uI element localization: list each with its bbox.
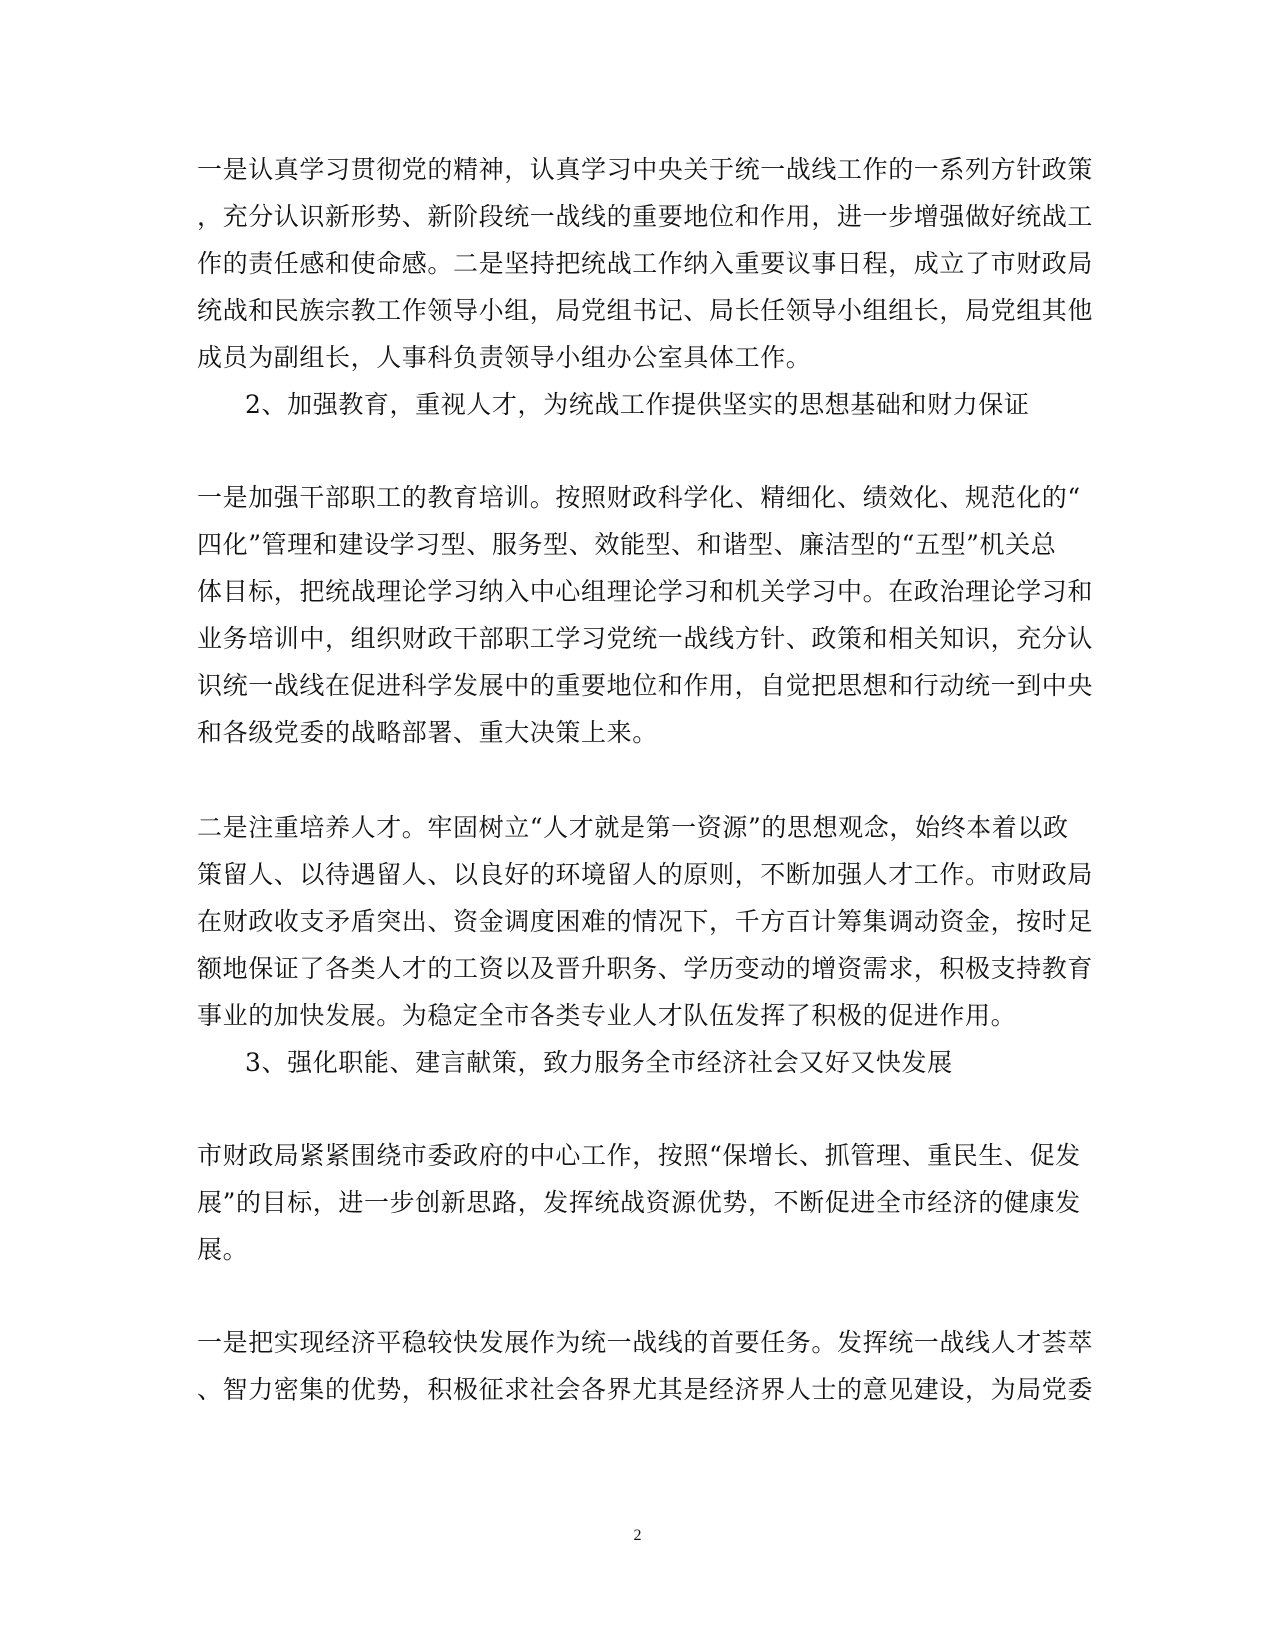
body-text-line: 事业的加快发展。为稳定全市各类专业人才队伍发挥了积极的促进作用。 bbox=[197, 1001, 1017, 1030]
body-text-line: 和各级党委的战略部署、重大决策上来。 bbox=[197, 718, 658, 747]
body-text-line: 四化”管理和建设学习型、服务型、效能型、和谐型、廉洁型的“五型”机关总 bbox=[197, 530, 1057, 559]
section-heading-2: 2、加强教育，重视人才，为统战工作提供坚实的思想基础和财力保证 bbox=[245, 390, 1030, 419]
body-text-line: 一是加强干部职工的教育培训。按照财政科学化、精细化、绩效化、规范化的“ bbox=[197, 483, 1081, 512]
body-text-line: 市财政局紧紧围绕市委政府的中心工作，按照“保增长、抓管理、重民生、促发 bbox=[197, 1141, 1081, 1170]
body-text-line: 一是认真学习贯彻党的精神，认真学习中央关于统一战线工作的一系列方针政策 bbox=[197, 155, 1094, 184]
body-text-line: 一是把实现经济平稳较快发展作为统一战线的首要任务。发挥统一战线人才荟萃 bbox=[197, 1328, 1094, 1357]
body-text-line: 作的责任感和使命感。二是坚持把统战工作纳入重要议事日程，成立了市财政局 bbox=[197, 249, 1094, 278]
body-text-line: 成员为副组长，人事科负责领导小组办公室具体工作。 bbox=[197, 343, 812, 372]
body-text-line: 二是注重培养人才。牢固树立“人才就是第一资源”的思想观念，始终本着以政 bbox=[197, 813, 1069, 842]
body-text-line: ，充分认识新形势、新阶段统一战线的重要地位和作用，进一步增强做好统战工 bbox=[197, 202, 1094, 231]
page-number: 2 bbox=[633, 1527, 642, 1544]
body-text-line: 业务培训中，组织财政干部职工学习党统一战线方针、政策和相关知识，充分认 bbox=[197, 624, 1094, 653]
body-text-line: 统战和民族宗教工作领导小组，局党组书记、局长任领导小组组长，局党组其他 bbox=[197, 296, 1094, 325]
body-text-line: 展。 bbox=[197, 1235, 249, 1264]
section-heading-3: 3、强化职能、建言献策，致力服务全市经济社会又好又快发展 bbox=[245, 1048, 953, 1077]
body-text-line: 识统一战线在促进科学发展中的重要地位和作用，自觉把思想和行动统一到中央 bbox=[197, 671, 1094, 700]
body-text-line: 额地保证了各类人才的工资以及晋升职务、学历变动的增资需求，积极支持教育 bbox=[197, 954, 1094, 983]
body-text-line: 展”的目标，进一步创新思路，发挥统战资源优势，不断促进全市经济的健康发 bbox=[197, 1188, 1081, 1217]
body-text-line: 在财政收支矛盾突出、资金调度困难的情况下，千方百计筹集调动资金，按时足 bbox=[197, 907, 1094, 936]
body-text-line: 策留人、以待遇留人、以良好的环境留人的原则，不断加强人才工作。市财政局 bbox=[197, 860, 1094, 889]
body-text-line: 体目标，把统战理论学习纳入中心组理论学习和机关学习中。在政治理论学习和 bbox=[197, 577, 1094, 606]
body-text-line: 、智力密集的优势，积极征求社会各界尤其是经济界人士的意见建设，为局党委 bbox=[197, 1375, 1094, 1404]
